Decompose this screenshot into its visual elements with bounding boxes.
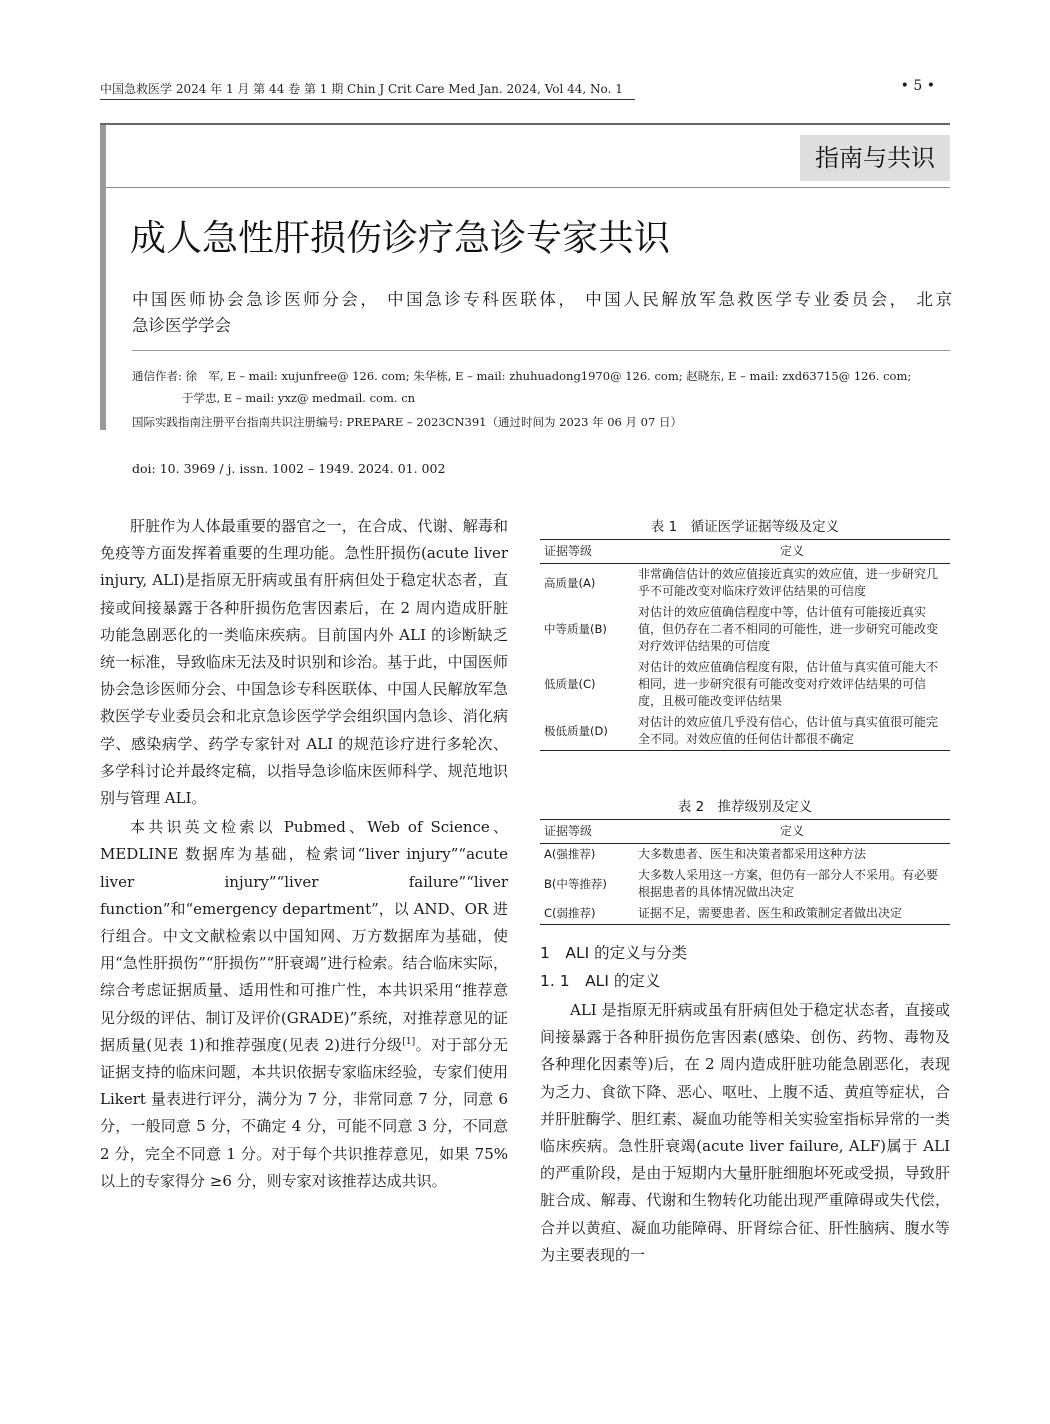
citation-ref[interactable]: [1] — [402, 1036, 416, 1047]
table2-level: B(中等推荐) — [544, 876, 607, 891]
table1-definition: 对估计的效应值确信程度中等，估计值有可能接近真实值，但仍存在二者不相同的可能性，进一步研究可能改变对疗效评估结果的可信度 — [638, 605, 939, 653]
table1-definition: 对估计的效应值确信程度有限，估计值与真实值可能大不相同，进一步研究很有可能改变对疗效评估结果的可信度，且极可能改变评估结果 — [638, 660, 939, 708]
table1-level: 极低质量(D) — [544, 723, 608, 738]
table-recommendation-levels — [540, 795, 950, 925]
table2-definition: 大多数人采用这一方案，但仍有一部分人不采用。有必要根据患者的具体情况做出决定 — [638, 868, 939, 899]
table1-level: 低质量(C) — [544, 677, 596, 691]
doi: doi: 10. 3969 / j. issn. 1002 – 1949. 2024. 01. 002 — [132, 461, 446, 476]
table1-definition: 非常确信估计的效应值接近真实的效应值，进一步研究几乎不可能改变对临床疗效评估结果的可信度 — [638, 567, 939, 598]
methods-text-b: 。对于部分无证据支持的临床问题，本共识依据专家临床经验，专家们使用 Likert 量表进行评分，满分为 7 分，非常同意 7 分，同意 6 分，一般同意 5 分，不确定 4 分，可能不同意 3 分，不同意 2 分，完全不同意 1 分。对于每个共识推荐意见，如果 75% 以上的专家得分 ≥6 分，则专家对该推荐达成共识。 — [100, 1035, 508, 1190]
article-title: 成人急性肝损伤诊疗急诊专家共识 — [130, 218, 671, 259]
table-row — [540, 657, 950, 712]
table-row — [540, 903, 950, 925]
page-number: • 5 • — [900, 78, 935, 94]
section-badge: 指南与共识 — [800, 135, 950, 181]
table2-definition: 证据不足，需要患者、医生和政策制定者做出决定 — [638, 906, 903, 920]
table-row — [540, 844, 950, 866]
left-accent-bar — [100, 125, 106, 430]
table2-header-definition: 定义 — [779, 824, 804, 838]
header-divider — [106, 187, 950, 188]
running-head: 中国急救医学 2024 年 1 月 第 44 卷 第 1 期 Chin J Crit Care Med Jan. 2024, Vol 44, No. 1 — [100, 80, 635, 100]
methods-text-a: 本共识英文检索以 Pubmed、Web of Science、MEDLINE 数据库为基础，检索词“liver injury”“acute liver injury”“liver failure”“liver function”和“emergency department”，以 AND、OR 进行组合。中文文献检索以中国知网、万方数据库为基础，使用“急性肝损伤”“肝损伤”“肝衰竭”进行检索。结合临床实际，综合考虑证据质量、适用性和可推广性，本共识采用“推荐意见分级的评估、制订及评价(GRADE)”系统，对推荐意见的证据质量(见表 1)和推荐强度(见表 2)进行分级 — [100, 818, 508, 1054]
table1-header-definition: 定义 — [779, 544, 804, 558]
section-heading-1: 1 ALI 的定义与分类 — [540, 944, 688, 962]
table1-caption: 表 1 循证医学证据等级及定义 — [650, 519, 840, 535]
paragraph-methods — [100, 814, 508, 1195]
table2-level: A(强推荐) — [544, 847, 596, 861]
paragraph-ali-definition: ALI 是指原无肝病或虽有肝病但处于稳定状态者，直接或间接暴露于各种肝损伤危害因素(感染、创伤、药物、毒物及各种理化因素等)后，在 2 周内造成肝脏功能急剧恶化，表现为乏力、食欲下降、恶心、呕吐、上腹不适、黄疸等症状，合并肝脏酶学、胆红素、凝血功能等相关实验室指标异常的一类临床疾病。急性肝衰竭(acute liver failure, ALF)属于 ALI 的严重阶段，是由于短期内大量肝脏细胞坏死或受损，导致肝脏合成、解毒、代谢和生物转化功能出现严重障碍或失代偿，合并以黄疸、凝血功能障碍、肝肾综合征、肝性脑病、腹水等为主要表现的一 — [540, 1001, 950, 1264]
top-rule — [100, 123, 950, 125]
left-column — [100, 513, 508, 1195]
table1-definition: 对估计的效应值几乎没有信心，估计值与真实值很可能完全不同。对效应值的任何估计都很不确定 — [638, 715, 939, 746]
table1-header-level: 证据等级 — [544, 544, 593, 558]
authors-line-2: 急诊医学学会 — [132, 316, 231, 335]
authors-line-1: 中国医师协会急诊医师分会， 中国急诊专科医联体， 中国人民解放军急救医学专业委员会， 北京 — [132, 290, 952, 309]
correspondence-line-2: 于学忠, E – mail: yxz@ medmail. com. cn — [182, 391, 416, 405]
table-row — [540, 865, 950, 903]
table-row — [540, 712, 950, 751]
registration-info: 国际实践指南注册平台指南共识注册编号: PREPARE – 2023CN391（通过时间为 2023 年 06 月 07 日） — [132, 415, 682, 429]
table2-definition: 大多数患者、医生和决策者都采用这种方法 — [638, 847, 867, 861]
table-row — [540, 564, 950, 603]
right-column — [540, 997, 950, 1269]
authors-divider — [132, 350, 950, 351]
correspondence-line-1: 通信作者: 徐 军, E – mail: xujunfree@ 126. com; 朱华栋, E – mail: zhuhuadong1970@ 126. com; 赵晓东, E – mail: zxd63715@ 126. com; — [132, 369, 912, 383]
table-evidence-levels — [540, 515, 950, 751]
table1-level: 高质量(A) — [544, 575, 596, 590]
table-row — [540, 602, 950, 657]
paragraph-intro: 肝脏作为人体最重要的器官之一，在合成、代谢、解毒和免疫等方面发挥着重要的生理功能。急性肝损伤(acute liver injury, ALI)是指原无肝病或虽有肝病但处于稳定状态者，直接或间接暴露于各种肝损伤危害因素后，在 2 周内造成肝脏功能急剧恶化的一类临床疾病。目前国内外 ALI 的诊断缺乏统一标准，导致临床无法及时识别和诊治。基于此，中国医师协会急诊医师分会、中国急诊专科医联体、中国人民解放军急救医学专业委员会和北京急诊医学学会组织国内急诊、消化病学、感染病学、药学专家针对 ALI 的规范诊疗进行多轮次、多学科讨论并最终定稿，以指导急诊临床医师科学、规范地识别与管理 ALI。 — [100, 517, 508, 808]
table2-header-level: 证据等级 — [544, 824, 593, 838]
section-heading-1-1: 1. 1 ALI 的定义 — [540, 972, 661, 990]
table2-caption: 表 2 推荐级别及定义 — [677, 799, 813, 815]
table1-level: 中等质量(B) — [544, 622, 607, 636]
table2-level: C(弱推荐) — [544, 906, 596, 920]
